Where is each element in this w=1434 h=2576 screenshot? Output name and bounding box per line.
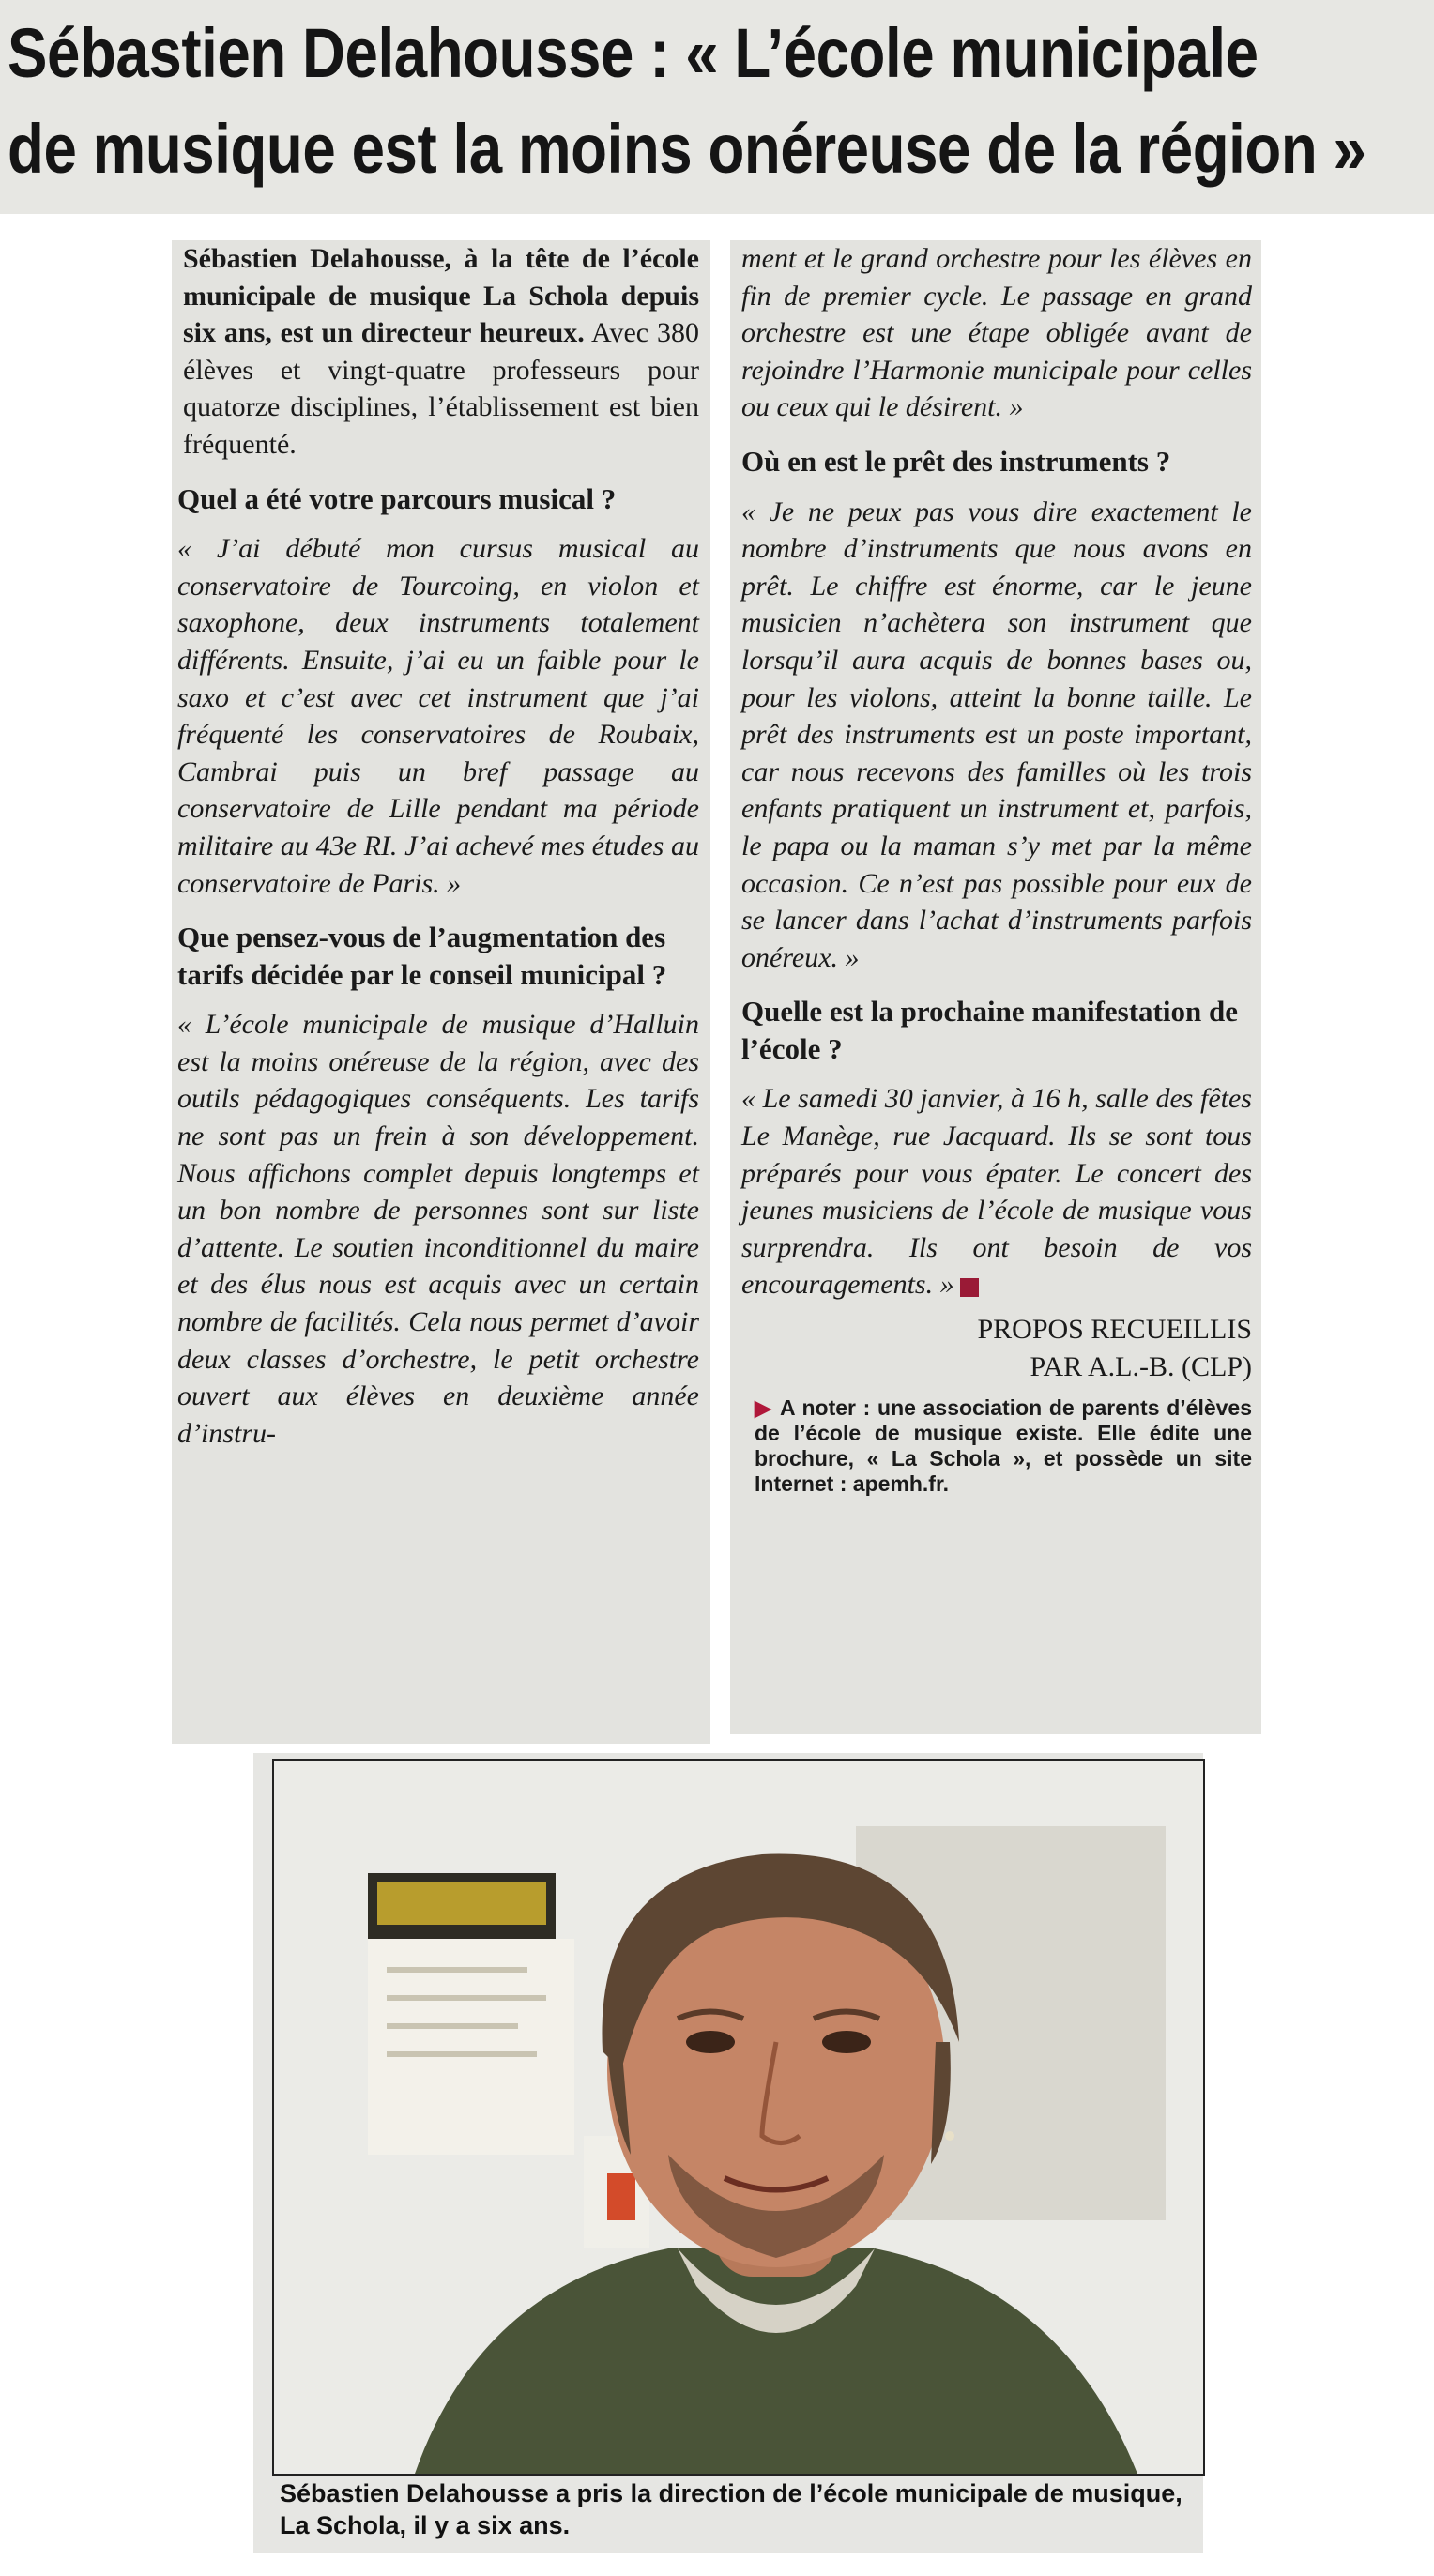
headline-line-1: Sébastien Delahousse : « L’école municipale	[8, 14, 1259, 92]
signature	[741, 1311, 1252, 1386]
question-2: Que pensez-vous de l’augmentation des tarifs décidée par le conseil municipal ?	[177, 921, 667, 991]
answer-2: « L’école municipale de musique d’Halluin est la moins onéreuse de la région, avec des outils pédagogiques conséquents. Les tarifs ne sont pas un frein à son développement. Nous affichons complet depuis longtemps et un bon nombre de personnes sont sur liste d’attente. Le soutien inconditionnel du maire et des élus nous est acquis avec un certain nombre de facilités. Cela nous permet d’avoir deux classes d’orchestre, le petit orchestre ouvert aux élèves en deuxième année d’instru-	[177, 1009, 699, 1449]
question-1: Quel a été votre parcours musical ?	[177, 481, 617, 515]
signature-line-1: PROPOS RECUEILLIS	[977, 1314, 1252, 1346]
portrait-illustration	[274, 1761, 1203, 2474]
article-column-right	[730, 240, 1261, 1734]
signature-line-2: PAR A.L.-B. (CLP)	[1030, 1351, 1252, 1383]
answer-4-text: « Le samedi 30 janvier, à 16 h, salle des fêtes Le Manège, rue Jacquard. Ils se sont tous préparés pour vous épater. Le concert des jeunes musiciens de l’école de musique vous surprendra. Ils ont besoin de vos encouragements. »	[741, 1083, 1252, 1301]
portrait-photo	[272, 1759, 1205, 2476]
intro-bold: Sébastien Delahousse, à la tête de l’école municipale de musique La Schola depuis six ans, est un directeur heureux.	[183, 243, 699, 349]
photo-caption: Sébastien Delahousse a pris la direction de l’école municipale de musique, La Schola, il y a six ans.	[280, 2479, 1182, 2539]
note-box	[741, 1395, 1252, 1497]
answer-1: « J’ai débuté mon cursus musical au conservatoire de Tourcoing, en violon et saxophone, deux instruments totalement différents. Ensuite, j’ai eu un faible pour le saxo et c’est avec cet instrument que j’ai fréquenté les conservatoires de Roubaix, Cambrai puis un bref passage au conservatoire de Lille pendant ma période militaire au 43e RI. J’ai achevé mes études au conservatoire de Paris. »	[177, 533, 699, 899]
question-4: Quelle est la prochaine manifestation de l’école ?	[741, 995, 1238, 1065]
article-column-left	[172, 240, 710, 1744]
photo-frame	[253, 1753, 1203, 2553]
question-3: Où en est le prêt des instruments ?	[741, 444, 1171, 478]
triangle-arrow-icon: ▶	[755, 1395, 773, 1421]
intro-rest: Avec 380 élèves et vingt-quatre professeurs pour quatorze disciplines, l’établissement est bien fréquenté.	[183, 317, 699, 460]
note-text: A noter : une association de parents d’élèves de l’école de musique existe. Elle édite une brochure, « La Schola », et possède un site Internet : apemh.fr.	[755, 1395, 1252, 1497]
end-mark-icon	[960, 1278, 979, 1297]
intro-paragraph	[183, 240, 699, 464]
answer-3: « Je ne peux pas vous dire exactement le nombre d’instruments que nous avons en prêt. Le chiffre est énorme, car le jeune musicien n’achètera son instrument que lorsqu’il aura acquis de bonnes bases ou, pour les violons, atteint la bonne taille. Le prêt des instruments est un poste important, car nous recevons des familles où les trois enfants pratiquent un instrument et, parfois, le papa ou la maman s’y met par la même occasion. Ce n’est pas possible pour eux de se lancer dans l’achat d’instruments parfois onéreux. »	[741, 495, 1252, 973]
answer-2-continued: ment et le grand orchestre pour les élèves en fin de premier cycle. Le passage en grand orchestre est une étape obligée avant de rejoindre l’Harmonie municipale pour celles ou ceux qui le désirent. »	[741, 243, 1252, 423]
answer-4	[741, 1080, 1252, 1303]
headline-line-2: de musique est la moins onéreuse de la région »	[8, 110, 1366, 188]
headline	[0, 0, 1434, 214]
